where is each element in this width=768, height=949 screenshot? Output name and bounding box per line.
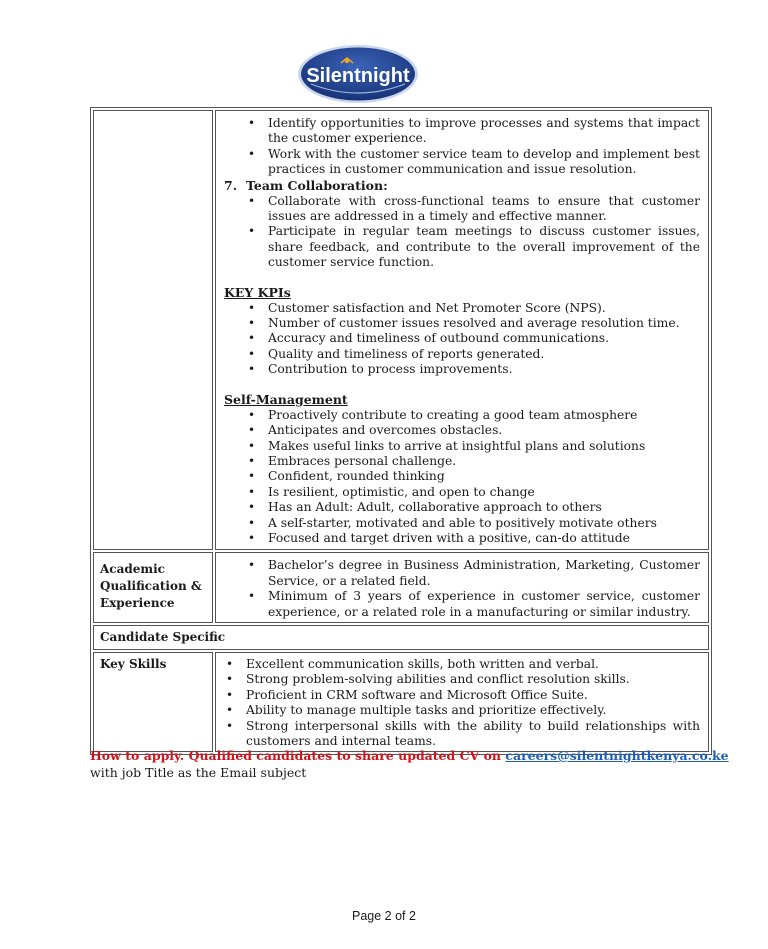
key-skills-list — [216, 657, 708, 749]
silentnight-logo — [297, 44, 419, 104]
list-item: • Collaborate with cross-functional teams to ensure that customer issues are addressed in a timely and effective manner. — [216, 194, 708, 225]
self-management-heading: Self-Management — [224, 391, 348, 407]
list-item: • Strong interpersonal skills with the ability to build relationships with customers and internal teams. — [216, 719, 708, 750]
list-item: • Excellent communication skills, both written and verbal. — [216, 657, 708, 672]
list-item: • Proactively contribute to creating a good team atmosphere — [216, 408, 708, 423]
list-item: • Strong problem-solving abilities and conflict resolution skills. — [216, 672, 708, 687]
section-heading: 7. Team Collaboration: — [224, 177, 388, 193]
kpi-list — [216, 301, 708, 378]
list-item: • Bachelor’s degree in Business Administration, Marketing, Customer Service, or a related field. — [216, 558, 708, 589]
academic-cell — [215, 552, 709, 623]
logo-text: Silentnight — [306, 65, 410, 87]
list-item: • Makes useful links to arrive at insightful plans and solutions — [216, 439, 708, 454]
list-item: • Anticipates and overcomes obstacles. — [216, 423, 708, 438]
academic-label: Academic Qualification & Experience — [100, 562, 202, 611]
list-item: • Minimum of 3 years of experience in customer service, customer experience, or a related role in a manufacturing or similar industry. — [216, 589, 708, 620]
list-item: • Customer satisfaction and Net Promoter Score (NPS). — [216, 301, 708, 316]
page-number: Page 2 of 2 — [352, 909, 416, 923]
list-item: • Participate in regular team meetings to discuss customer issues, share feedback, and contribute to the overall improvement of the customer service function. — [216, 224, 708, 270]
list-item: • A self-starter, motivated and able to positively motivate others — [216, 516, 708, 531]
list-item: • Contribution to process improvements. — [216, 362, 708, 377]
candidate-specific-label: Candidate Specific — [100, 629, 226, 644]
candidate-specific-row — [93, 625, 709, 650]
kpis-heading: KEY KPIs — [224, 284, 291, 300]
list-item: • Accuracy and timeliness of outbound communications. — [216, 331, 708, 346]
key-skills-cell — [215, 652, 709, 752]
bullet-list — [216, 194, 708, 271]
academic-row — [93, 552, 709, 623]
list-item: • Confident, rounded thinking — [216, 469, 708, 484]
key-skills-label: Key Skills — [100, 656, 167, 671]
job-description-table — [90, 107, 712, 755]
list-item: • Embraces personal challenge. — [216, 454, 708, 469]
how-to-apply — [90, 747, 730, 781]
candidate-specific-cell — [93, 625, 709, 650]
list-item: • Quality and timeliness of reports generated. — [216, 347, 708, 362]
list-item: • Is resilient, optimistic, and open to change — [216, 485, 708, 500]
list-item: • Work with the customer service team to develop and implement best practices in customer communication and issue resolution. — [216, 147, 708, 178]
careers-email-link[interactable]: careers@silentnightkenya.co.ke — [505, 748, 729, 763]
list-item: • Has an Adult: Adult, collaborative approach to others — [216, 500, 708, 515]
bullet-list — [216, 116, 708, 178]
continuation-row — [93, 110, 709, 550]
list-item: • Ability to manage multiple tasks and prioritize effectively. — [216, 703, 708, 718]
apply-subject-note: with job Title as the Email subject — [90, 765, 307, 780]
academic-label-cell — [93, 552, 213, 623]
empty-label-cell — [93, 110, 213, 550]
self-management-list — [216, 408, 708, 547]
responsibilities-cell — [215, 110, 709, 550]
list-item: • Focused and target driven with a positive, can-do attitude — [216, 531, 708, 546]
academic-list — [216, 558, 708, 620]
list-item: • Identify opportunities to improve processes and systems that impact the customer experience. — [216, 116, 708, 147]
list-item: • Number of customer issues resolved and average resolution time. — [216, 316, 708, 331]
apply-instruction: How to apply. Qualified candidates to share updated CV on — [90, 748, 506, 763]
list-item: • Proficient in CRM software and Microsoft Office Suite. — [216, 688, 708, 703]
key-skills-label-cell — [93, 652, 213, 752]
key-skills-row — [93, 652, 709, 752]
